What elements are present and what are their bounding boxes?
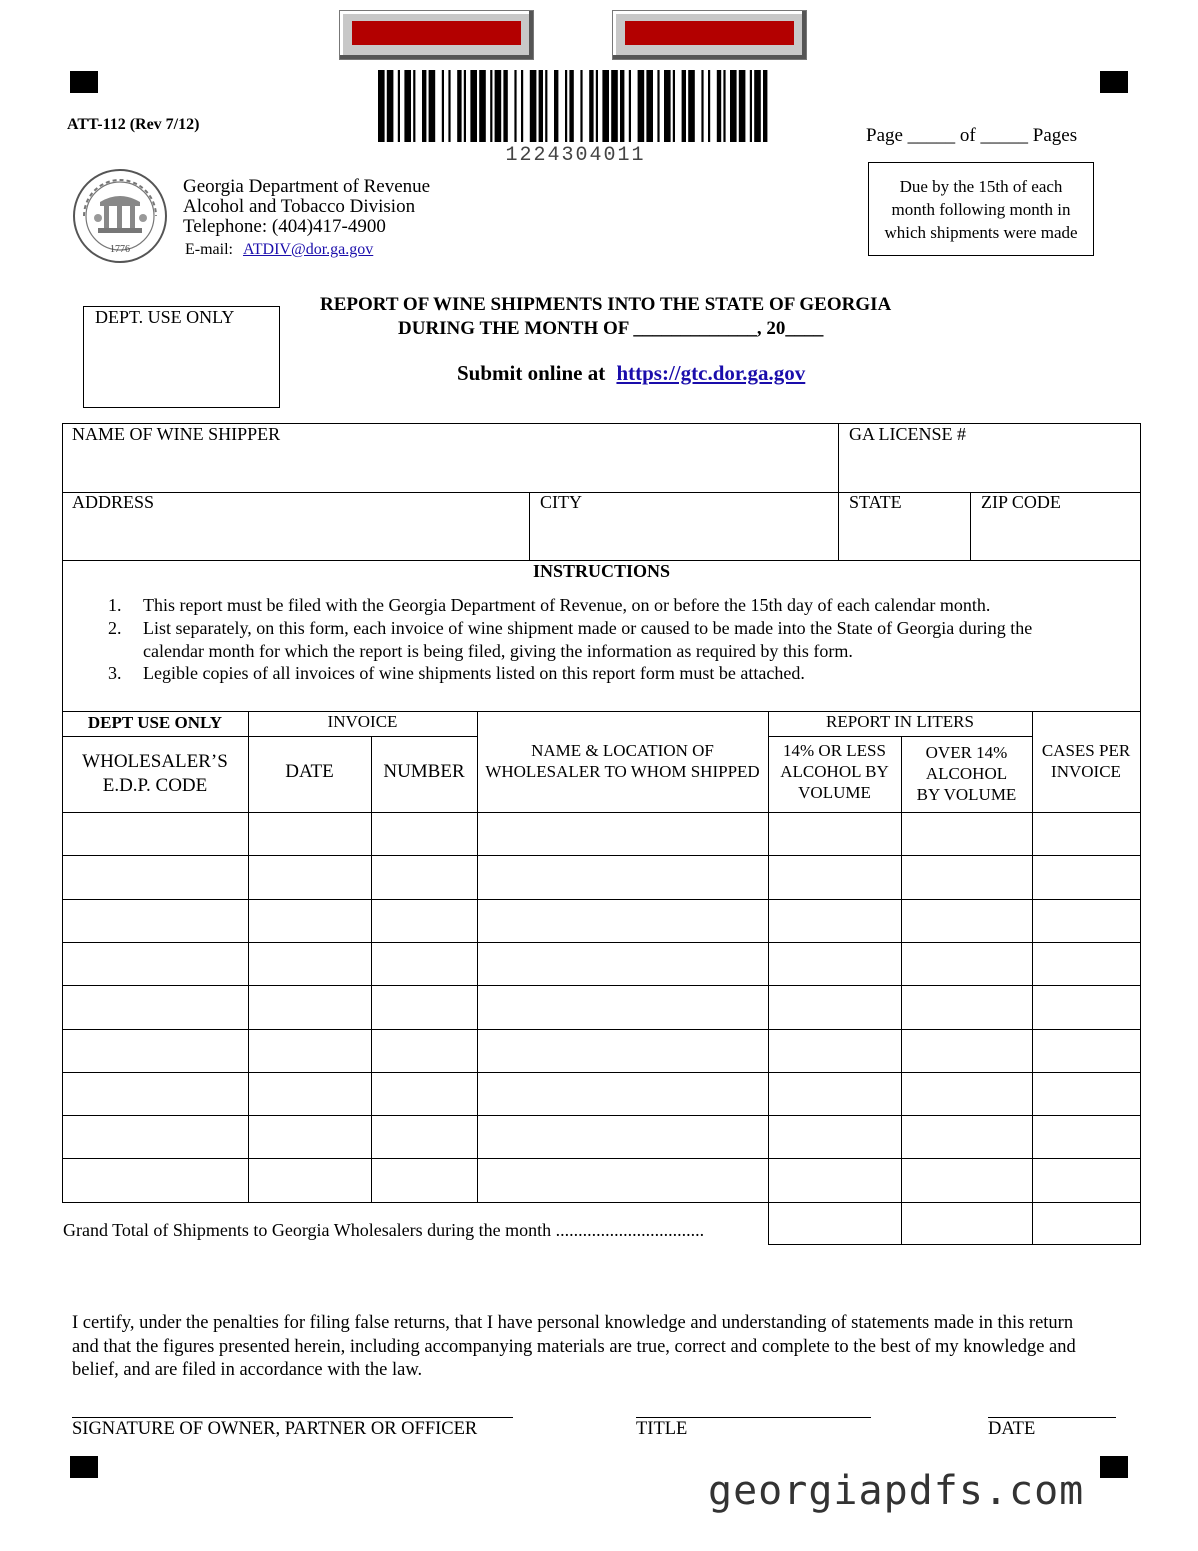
barcode-bar: [470, 70, 477, 142]
table-row[interactable]: [62, 1072, 1141, 1073]
license-field[interactable]: GA LICENSE #: [849, 424, 966, 444]
col-over14-line1: OVER 14%: [925, 743, 1008, 762]
col-edp-line1: WHOLESALER’S: [82, 751, 228, 772]
barcode-bar: [580, 70, 582, 142]
table-row[interactable]: [62, 1202, 1141, 1203]
agency-email-line: [185, 241, 373, 259]
cert-line-1: I certify, under the penalties for filing false returns, that I have personal knowledge and understanding of statements made in this return: [72, 1313, 1074, 1333]
barcode-bar: [673, 70, 675, 142]
table-dept-use-only: DEPT USE ONLY: [87, 713, 223, 732]
registration-mark-bottom-left: [70, 1456, 98, 1478]
barcode-bar: [754, 70, 761, 142]
barcode-bar: [387, 70, 394, 142]
barcode-bar: [657, 70, 659, 142]
barcode-bar: [739, 70, 746, 142]
table-row[interactable]: [62, 942, 1141, 943]
barcode: [378, 70, 773, 142]
barcode-bar: [404, 70, 411, 142]
col-over14-line3: BY VOLUME: [916, 785, 1017, 804]
barcode-bar: [602, 70, 609, 142]
date-label: DATE: [988, 1419, 1036, 1439]
submit-online-line: [457, 361, 805, 386]
barcode-bar: [503, 70, 507, 142]
barcode-bar: [539, 70, 543, 142]
agency-phone: Telephone: (404)417-4900: [183, 216, 386, 237]
print-form-button[interactable]: [339, 10, 534, 60]
date-line[interactable]: [988, 1417, 1116, 1418]
georgia-state-seal: [70, 168, 170, 264]
instruction-2-text-line2: calendar month for which the report is being filed, giving the information as required by this form.: [143, 641, 853, 661]
barcode-bar: [495, 70, 502, 142]
barcode-bar: [763, 70, 767, 142]
clear-form-button[interactable]: [612, 10, 807, 60]
table-report-in-liters-header: REPORT IN LITERS: [826, 712, 974, 731]
col-cases-line1: CASES PER: [1041, 741, 1131, 760]
instruction-2-num: 2.: [108, 618, 122, 638]
barcode-bar: [596, 70, 598, 142]
barcode-bar: [688, 70, 695, 142]
registration-mark-bottom-right: [1100, 1456, 1128, 1478]
table-row[interactable]: [62, 985, 1141, 986]
barcode-bar: [750, 70, 752, 142]
agency-division: Alcohol and Tobacco Division: [183, 196, 416, 217]
col-wholesaler-line1: NAME & LOCATION OF: [531, 741, 714, 760]
due-notice-box: [868, 162, 1094, 256]
submit-label: Submit online at: [457, 361, 606, 385]
title-line[interactable]: [636, 1417, 871, 1418]
signature-label: SIGNATURE OF OWNER, PARTNER OR OFFICER: [72, 1419, 478, 1439]
barcode-bar: [514, 70, 516, 142]
barcode-bar: [646, 70, 653, 142]
barcode-bar: [545, 70, 547, 142]
col-14-line3: VOLUME: [798, 783, 871, 802]
barcode-bar: [457, 70, 461, 142]
barcode-bar: [730, 70, 737, 142]
col-header-14-or-less: [768, 740, 901, 803]
col-edp-line2: E.D.P. CODE: [102, 775, 208, 796]
table-invoice-header: INVOICE: [327, 712, 398, 731]
instruction-3-num: 3.: [108, 663, 122, 683]
report-month-line: DURING THE MONTH OF _____________, 20____: [398, 318, 824, 339]
due-line-1: Due by the 15th of each: [899, 177, 1063, 196]
table-row[interactable]: [62, 899, 1141, 900]
barcode-bar: [708, 70, 710, 142]
cert-line-3: belief, and are filed in accordance with the law.: [72, 1360, 423, 1380]
barcode-bar: [413, 70, 415, 142]
registration-mark-top-left: [70, 71, 98, 93]
barcode-bar: [464, 70, 466, 142]
barcode-bar: [682, 70, 686, 142]
agency-block: [183, 177, 430, 237]
col-header-date: DATE: [285, 761, 334, 782]
barcode-bar: [442, 70, 444, 142]
certification-text: [72, 1312, 1076, 1383]
barcode-bar: [521, 70, 523, 142]
dept-use-only-box: [83, 306, 280, 408]
barcode-bar: [422, 70, 426, 142]
watermark: georgiapdfs.com: [708, 1468, 1085, 1514]
barcode-bar: [448, 70, 450, 142]
instruction-2-text-line1: List separately, on this form, each invoice of wine shipment made or caused to be made into the State of Georgia during the: [143, 618, 1033, 638]
col-header-cases-per-invoice: [1032, 740, 1140, 782]
agency-name: Georgia Department of Revenue: [183, 176, 431, 197]
barcode-bar: [620, 70, 624, 142]
due-line-3: which shipments were made: [884, 223, 1078, 242]
instructions-heading: INSTRUCTIONS: [532, 561, 671, 581]
barcode-bar: [554, 70, 558, 142]
city-field[interactable]: CITY: [540, 492, 582, 512]
barcode-bar: [479, 70, 486, 142]
cert-line-2: and that the figures presented herein, including accompanying materials are true, correct and complete to the best of my knowledge and: [72, 1336, 1076, 1357]
barcode-bar: [717, 70, 721, 142]
barcode-bar: [664, 70, 671, 142]
barcode-bar: [638, 70, 645, 142]
col-header-over-14: [901, 742, 1032, 805]
page-count: Page _____ of _____ Pages: [866, 125, 1078, 146]
col-cases-line2: INVOICE: [1051, 762, 1121, 781]
barcode-bar: [398, 70, 400, 142]
due-line-2: month following month in: [891, 200, 1071, 219]
grand-total-label: Grand Total of Shipments to Georgia Wholesalers during the month .................................: [63, 1220, 705, 1240]
barcode-bar: [701, 70, 703, 142]
registration-mark-top-right: [1100, 71, 1128, 93]
barcode-bar: [629, 70, 631, 142]
submit-url-link[interactable]: https://gtc.dor.ga.gov: [616, 361, 806, 385]
signature-line[interactable]: [72, 1417, 513, 1418]
zip-field[interactable]: ZIP CODE: [981, 492, 1061, 512]
barcode-bar: [565, 70, 567, 142]
form-id: ATT-112 (Rev 7/12): [67, 116, 200, 133]
address-field[interactable]: ADDRESS: [72, 492, 155, 512]
barcode-bar: [723, 70, 725, 142]
barcode-number: 1224304011: [505, 144, 646, 167]
shipper-name-field[interactable]: NAME OF WINE SHIPPER: [72, 424, 281, 444]
col-over14-line2: ALCOHOL: [925, 764, 1008, 783]
dept-use-only-label: DEPT. USE ONLY: [95, 307, 235, 327]
title-label: TITLE: [636, 1419, 688, 1439]
email-label: E-mail:: [185, 241, 233, 258]
email-link[interactable]: ATDIV@dor.ga.gov: [242, 241, 374, 258]
col-header-wholesaler: [477, 740, 768, 782]
barcode-bar: [490, 70, 492, 142]
col-header-number: NUMBER: [383, 761, 465, 782]
barcode-bar: [589, 70, 593, 142]
table-row[interactable]: [62, 1029, 1141, 1030]
table-row[interactable]: [62, 1115, 1141, 1116]
barcode-bar: [429, 70, 436, 142]
state-field[interactable]: STATE: [849, 492, 902, 512]
barcode-bar: [378, 70, 385, 142]
col-wholesaler-line2: WHOLESALER TO WHOM SHIPPED: [485, 762, 760, 781]
col-14-line1: 14% OR LESS: [783, 741, 886, 760]
table-row[interactable]: [62, 1158, 1141, 1159]
barcode-bar: [530, 70, 537, 142]
instruction-3-text: Legible copies of all invoices of wine shipments listed on this report form must be attached.: [143, 663, 805, 683]
instruction-1-num: 1.: [108, 595, 122, 615]
col-header-edp-code: [62, 750, 248, 798]
barcode-bar: [611, 70, 618, 142]
barcode-bar: [569, 70, 573, 142]
table-row[interactable]: [62, 855, 1141, 856]
instruction-1-text: This report must be filed with the Georgia Department of Revenue, on or before the 15th day of each calendar month.: [143, 595, 991, 615]
col-14-line2: ALCOHOL BY: [780, 762, 889, 781]
seal-year: 1776: [110, 244, 130, 255]
report-title: REPORT OF WINE SHIPMENTS INTO THE STATE OF GEORGIA: [320, 294, 892, 315]
form-body: [62, 423, 1141, 1245]
